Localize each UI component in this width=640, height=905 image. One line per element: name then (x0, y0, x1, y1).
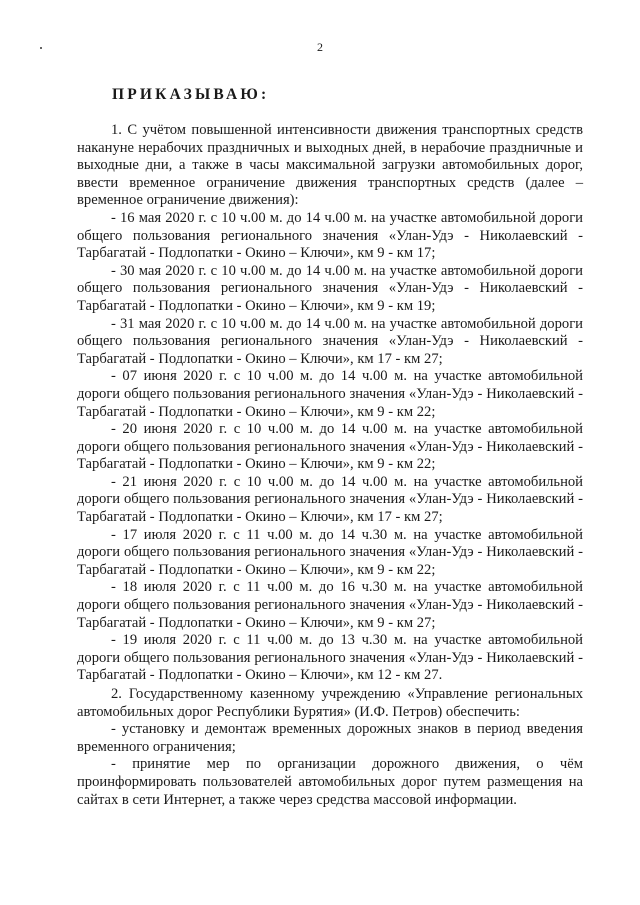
restriction-item: - 07 июня 2020 г. с 10 ч.00 м. до 14 ч.00 м. на участке автомобильной дороги общего пользования регионального значения «Улан-Удэ - Николаевский - Тарбагатай - Подлопатки - Окино – Ключи», км 9 - км 22; (77, 368, 583, 420)
restriction-item: - 19 июля 2020 г. с 11 ч.00 м. до 13 ч.30 м. на участке автомобильной дороги общего пользования регионального значения «Улан-Удэ - Николаевский - Тарбагатай - Подлопатки - Окино – Ключи», км 12 - км 27. (77, 632, 583, 684)
paragraph-intro: 1. С учётом повышенной интенсивности движения транспортных средств накануне нерабочих праздничных и выходных дней, в нерабочие праздничные и выходные дни, а также в часы максимальной загрузки автомобильных дорог, ввести временное ограничение движения транспортных средств (далее – временное ограничение движения): (77, 122, 583, 209)
page-number: 2 (317, 40, 323, 54)
restriction-item: - 20 июня 2020 г. с 10 ч.00 м. до 14 ч.00 м. на участке автомобильной дороги общего пользования регионального значения «Улан-Удэ - Николаевский - Тарбагатай - Подлопатки - Окино – Ключи», км 9 - км 22; (77, 421, 583, 473)
duty-item: - установку и демонтаж временных дорожных знаков в период введения временного ограничения; (77, 721, 583, 755)
restriction-item: - 30 мая 2020 г. с 10 ч.00 м. до 14 ч.00 м. на участке автомобильной дороги общего пользования регионального значения «Улан-Удэ - Николаевский - Тарбагатай - Подлопатки - Окино – Ключи», км 9 - км 19; (77, 262, 583, 314)
restriction-item: - 31 мая 2020 г. с 10 ч.00 м. до 14 ч.00 м. на участке автомобильной дороги общего пользования регионального значения «Улан-Удэ - Николаевский - Тарбагатай - Подлопатки - Окино – Ключи», км 17 - км 27; (77, 315, 583, 367)
order-heading: ПРИКАЗЫВАЮ: (112, 86, 270, 103)
restriction-item: - 18 июля 2020 г. с 11 ч.00 м. до 16 ч.30 м. на участке автомобильной дороги общего пользования регионального значения «Улан-Удэ - Николаевский - Тарбагатай - Подлопатки - Окино – Ключи», км 9 - км 27; (77, 579, 583, 631)
paragraph-point-2: 2. Государственному казенному учреждению «Управление региональных автомобильных дорог Республики Бурятия» (И.Ф. Петров) обеспечить: (77, 686, 583, 720)
restriction-item: - 16 мая 2020 г. с 10 ч.00 м. до 14 ч.00 м. на участке автомобильной дороги общего пользования регионального значения «Улан-Удэ - Николаевский - Тарбагатай - Подлопатки - Окино – Ключи», км 9 - км 17; (77, 209, 583, 262)
restriction-item: - 21 июня 2020 г. с 10 ч.00 м. до 14 ч.00 м. на участке автомобильной дороги общего пользования регионального значения «Улан-Удэ - Николаевский - Тарбагатай - Подлопатки - Окино – Ключи», км 17 - км 27; (77, 473, 583, 526)
restriction-item: - 17 июля 2020 г. с 11 ч.00 м. до 14 ч.30 м. на участке автомобильной дороги общего пользования регионального значения «Улан-Удэ - Николаевский - Тарбагатай - Подлопатки - Окино – Ключи», км 9 - км 22; (77, 526, 583, 578)
duty-item: - принятие мер по организации дорожного движения, о чём проинформировать пользователей автомобильных дорог путем размещения на сайтах в сети Интернет, а также через средства массовой информации. (77, 756, 583, 808)
document-body (77, 122, 583, 809)
